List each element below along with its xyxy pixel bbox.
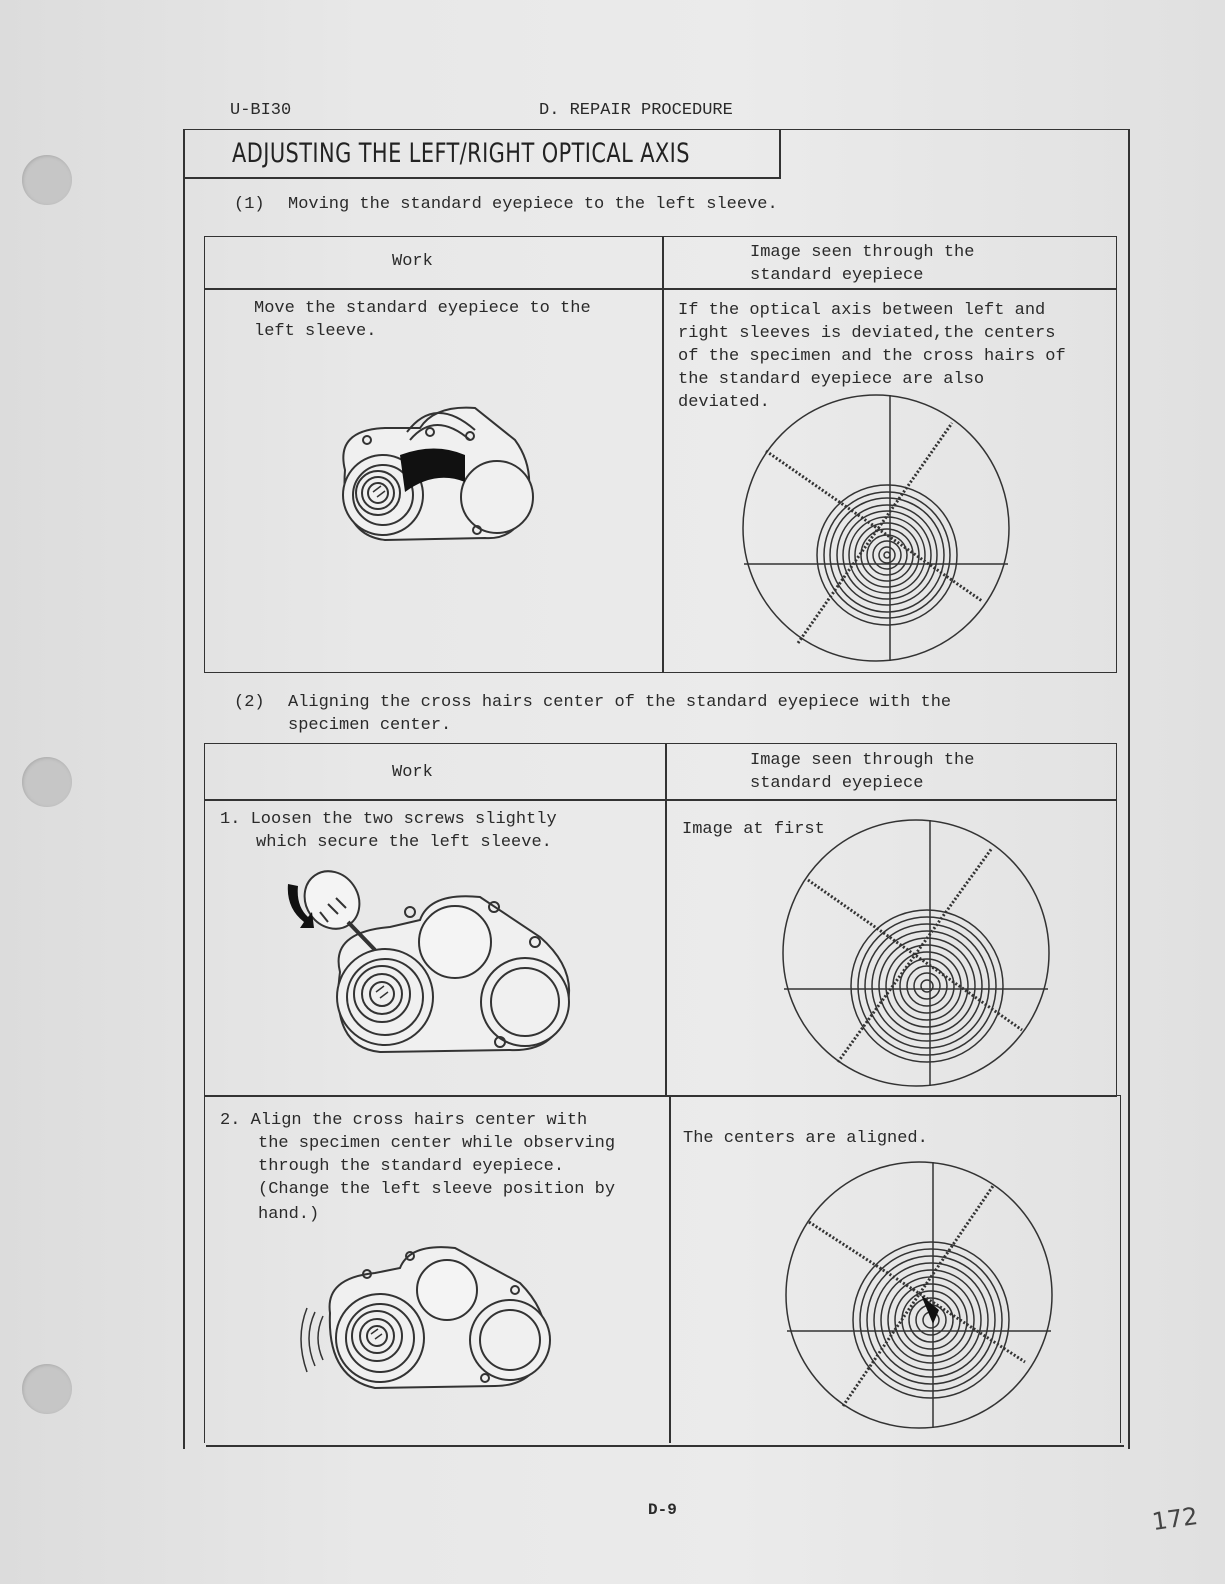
handwritten-page-note: 172 <box>1150 1501 1200 1537</box>
step2-reticle-first <box>780 818 1052 1088</box>
header-section: D. REPAIR PROCEDURE <box>539 101 733 120</box>
page-title: ADJUSTING THE LEFT/RIGHT OPTICAL AXIS <box>232 138 690 169</box>
step2-row1-work-line1: 1. Loosen the two screws slightly <box>220 810 557 829</box>
step2-heading-line1: Aligning the cross hairs center of the standard eyepiece with the <box>288 693 952 712</box>
step1-number: (1) <box>234 195 265 214</box>
frame-right-border <box>1128 129 1130 1449</box>
step2-number: (2) <box>234 693 265 712</box>
align-sleeve-illustration <box>305 1228 575 1398</box>
step1-work-line2: left sleeve. <box>254 322 377 341</box>
binder-hole-bottom <box>22 1364 72 1414</box>
step1-work-header <box>204 236 664 290</box>
step2-col-work: Work <box>392 763 433 782</box>
sleeve-move-illustration <box>325 400 545 550</box>
step2-col-image-line1: Image seen through the <box>750 751 975 770</box>
page-number: D-9 <box>648 1501 677 1519</box>
step2-reticle-aligned <box>783 1160 1055 1430</box>
step1-image-line5: deviated. <box>678 393 770 412</box>
step2-row2-work-line5: hand.) <box>258 1205 320 1224</box>
step1-image-line3: of the specimen and the cross hairs of <box>678 347 1066 366</box>
binder-hole-top <box>22 155 72 205</box>
step1-col-image-line2: standard eyepiece <box>750 266 924 285</box>
step2-row2-work-line2: the specimen center while observing <box>258 1134 616 1153</box>
step2-row1-image-text: Image at first <box>682 820 825 839</box>
step1-image-line4: the standard eyepiece are also <box>678 370 985 389</box>
step1-work-line1: Move the standard eyepiece to the <box>254 299 591 318</box>
step1-heading: Moving the standard eyepiece to the left sleeve. <box>288 195 778 214</box>
step2-heading-line2: specimen center. <box>288 716 452 735</box>
frame-left-border <box>183 129 185 1449</box>
step2-row2-work-line3: through the standard eyepiece. <box>258 1157 565 1176</box>
binder-hole-middle <box>22 757 72 807</box>
step1-image-line2: right sleeves is deviated,the centers <box>678 324 1056 343</box>
step2-row2-work-line4: (Change the left sleeve position by <box>258 1180 616 1199</box>
loosen-screws-illustration <box>280 862 580 1062</box>
step2-row1-work-line2: which secure the left sleeve. <box>256 833 552 852</box>
step2-col-image-line2: standard eyepiece <box>750 774 924 793</box>
step1-image-line1: If the optical axis between left and <box>678 301 1046 320</box>
frame-bottom-border <box>206 1445 1124 1447</box>
step2-row2-image-text: The centers are aligned. <box>683 1129 928 1148</box>
step1-col-image-line1: Image seen through the <box>750 243 975 262</box>
step1-col-work: Work <box>392 252 433 271</box>
step2-row2-work-line1: 2. Align the cross hairs center with <box>220 1111 588 1130</box>
step1-reticle-deviated <box>740 393 1012 663</box>
header-model: U-BI30 <box>230 101 292 120</box>
step2-work-header <box>204 743 667 801</box>
